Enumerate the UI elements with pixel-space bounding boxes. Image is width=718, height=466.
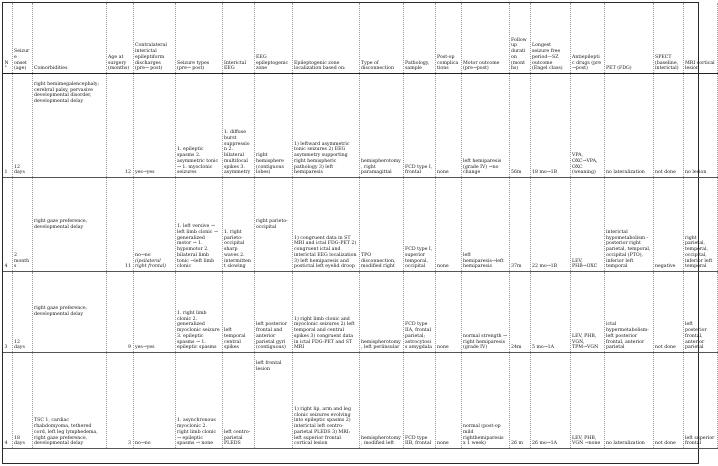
ez-localization-cell: 1) leftward asymmetric tonic seizures 2) EEG asymmetry supporting right hemispheric pathology 3) left hemiparesis <box>292 74 359 178</box>
header-cell: EEG epileptogenic zone <box>254 3 292 74</box>
patient-number-cell: 4 <box>3 353 12 449</box>
header-cell: Contralateral interictal epileptiform discharges (pre→ post) <box>133 3 175 74</box>
complications-cell: none <box>435 178 461 272</box>
pet-cell: interictal hypometabolism - posterior right parietal, temporal, occipital (PTO), inferior left temporal <box>604 178 653 272</box>
contralateral-discharges-cell <box>133 178 175 272</box>
table-row <box>3 353 717 449</box>
comorbidities-cell: right hemimegalencephaly; cerebral palsy, pervasive developmental disorder, developmental delay <box>32 74 106 178</box>
spect-cell: negative <box>653 178 683 272</box>
motor-outcome-cell: left hemiparesis (grade IV) →no change <box>461 74 509 178</box>
table-container <box>2 2 715 464</box>
table-row <box>3 272 717 353</box>
mri-cell: right parietal, temporal, occipital, inferior left temporal <box>683 178 717 272</box>
motor-outcome-cell: normal (post-op mild righthemiparesis x 1 week) <box>461 353 509 449</box>
header-cell: Post-op complications <box>435 3 461 74</box>
contralateral-discharges-cell <box>133 74 175 178</box>
mri-cell: no lesion <box>683 74 717 178</box>
header-cell: Type of disconnection <box>359 3 403 74</box>
patient-number-cell: 4 <box>3 178 12 272</box>
interictal-eeg-cell: left temporal central spikes <box>222 272 254 353</box>
pathology-cell: FCD type I, superior temporal, occipital <box>403 178 435 272</box>
ez-localization-cell: 1) congruent data in ST MRI and ictal FDG-PET 2) congruent ictal and interictal EEG localization 3) left hemiparesis and postictal left eyelid droop <box>292 178 359 272</box>
pet-cell: no lateralization <box>604 353 653 449</box>
header-cell: Pathology, sample <box>403 3 435 74</box>
contralateral-discharges-cell <box>133 353 175 449</box>
seizure-outcome-cell: 5 mo→1A <box>530 272 570 353</box>
patient-number-cell: 1 <box>3 74 12 178</box>
header-cell: Comorbidities <box>32 3 106 74</box>
seizure-onset-cell: 2 months <box>12 178 32 272</box>
age-at-surgery-cell: 3 <box>106 353 133 449</box>
mri-cell: left posterior frontal, anterior parietal <box>683 272 717 353</box>
table-row <box>3 178 717 272</box>
contralateral-value: no→no <box>135 441 151 447</box>
aed-cell: LEV, PHB, VGN →none <box>570 353 604 449</box>
clinical-data-table <box>3 3 718 449</box>
header-cell: Age at surgery (months) <box>106 3 133 74</box>
contralateral-value: no→no <box>135 252 151 258</box>
eeg-zone-cell: left frontal lesion <box>254 353 292 449</box>
seizure-outcome-cell: 26 mo→1A <box>530 353 570 449</box>
ez-localization-cell: 1) right lip, arm and leg clonic seizures evolving into epileptic spasms 2) interictal left centro-parietal PLEDS 3) MRI: left superior frontal cortical lesion <box>292 353 359 449</box>
seizure-outcome-cell: 18 mo→1B <box>530 74 570 178</box>
disconnection-cell: hemispherotomy, left periinsular <box>359 272 403 353</box>
comorbidities-cell: TSC 1, cardiac rhabdomyoma, tethered cord, left leg lymphedema, right gaze preference, developmental delay <box>32 353 106 449</box>
contralateral-note: (ipsilateral right frontal) <box>135 258 166 270</box>
age-at-surgery-cell: 9 <box>106 272 133 353</box>
follow-up-cell: 26 m <box>509 353 530 449</box>
header-cell: MRI cortical lesion <box>683 3 717 74</box>
spect-cell: not done <box>653 272 683 353</box>
age-at-surgery-cell: 12 <box>106 74 133 178</box>
pathology-cell: FCD type IIA, frontal parietal; astrocytosis amygdala <box>403 272 435 353</box>
complications-cell: none <box>435 74 461 178</box>
spect-cell: not done <box>653 353 683 449</box>
eeg-zone-cell: right parieto-occipital <box>254 178 292 272</box>
contralateral-discharges-cell <box>133 272 175 353</box>
disconnection-cell: hemispherotomy, modified left <box>359 353 403 449</box>
patient-number-cell: 3 <box>3 272 12 353</box>
seizure-onset-cell: 18 days <box>12 353 32 449</box>
ez-localization-cell: 1) right limb clonic and myoclonic seizures 2) left temporal and central spikes 3) congruent data in ictal FDG-PET and ST MRI <box>292 272 359 353</box>
disconnection-cell: TPO disconnection, modified right <box>359 178 403 272</box>
header-cell: Seizure onset (age) <box>12 3 32 74</box>
header-cell: Interictal EEG <box>222 3 254 74</box>
eeg-zone-cell: right hemisphere (contiguous lobes) <box>254 74 292 178</box>
eeg-zone-cell: left posterior frontal and anterior parietal gyri (contiguous) <box>254 272 292 353</box>
header-cell: Motor outcome (pre→post) <box>461 3 509 74</box>
aed-cell: LEV, PHB→OXC <box>570 178 604 272</box>
seizure-types-cell: 1. epileptic spasms 2. asymmetric tonic → 1. myoclonic seizures <box>175 74 222 178</box>
age-at-surgery-cell: 11 <box>106 178 133 272</box>
motor-outcome-cell: normal strength → right hemiparesis (grade IV) <box>461 272 509 353</box>
interictal-eeg-cell: 1. diffuse burst suppression 2. bilateral multifocal spikes 3. asymmetry <box>222 74 254 178</box>
header-cell: Longest seizure free period—SZ outcome (Engel class) <box>530 3 570 74</box>
seizure-onset-cell: 12 days <box>12 74 32 178</box>
header-cell: Seizure types (pre→ post) <box>175 3 222 74</box>
pet-cell: no lateralization <box>604 74 653 178</box>
contralateral-value: yes→yes <box>135 170 155 176</box>
interictal-eeg-cell: 1. right parieto-occipital sharp waves 2. intermittent slowing <box>222 178 254 272</box>
contralateral-value: yes→yes <box>135 345 155 351</box>
seizure-types-cell: 1. left versive → left limb clonic → generalized motor → 1. hypomotor 2. bilateral limb tonic →left limb clonic <box>175 178 222 272</box>
header-row <box>3 3 717 74</box>
seizure-outcome-cell: 22 mo→1B <box>530 178 570 272</box>
seizure-types-cell: 1. asynchronous myoclonic 2. right limb clonic → epileptic spasms → none <box>175 353 222 449</box>
header-cell: Antiepileptic drugs (pre →post) <box>570 3 604 74</box>
pet-cell: ictal hypermetabolism- left posterior frontal, anterior parietal <box>604 272 653 353</box>
complications-cell: none <box>435 272 461 353</box>
motor-outcome-cell: left hemiparesis→left hemiparesis <box>461 178 509 272</box>
follow-up-cell: 37m <box>509 178 530 272</box>
header-cell: SPECT (baseline, interictal) <box>653 3 683 74</box>
aed-cell: VPA, OXC→VPA, OXC (weaning) <box>570 74 604 178</box>
aed-cell: LEV, PHB, VGN, TPM→VGN <box>570 272 604 353</box>
comorbidities-cell: right gaze preference, developmental delay <box>32 178 106 272</box>
spect-cell: not done <box>653 74 683 178</box>
follow-up-cell: 24m <box>509 272 530 353</box>
pathology-cell: FCD type I, frontal <box>403 74 435 178</box>
seizure-onset-cell: 12 days <box>12 272 32 353</box>
complications-cell: none <box>435 353 461 449</box>
comorbidities-cell: right gaze preference, developmental delay <box>32 272 106 353</box>
header-cell: N° <box>3 3 12 74</box>
disconnection-cell: hemispherotomy, right paramagittal <box>359 74 403 178</box>
seizure-types-cell: 1. right limb clonic 2. generalized myoclonic seizure 3. epileptic spasms → 1. epileptic spasms <box>175 272 222 353</box>
table-row <box>3 74 717 178</box>
pathology-cell: FCD type IIB, frontal <box>403 353 435 449</box>
mri-cell: left superior frontal <box>683 353 717 449</box>
header-cell: Epileptogenic zone localization based on: <box>292 3 359 74</box>
header-cell: PET (FDG) <box>604 3 653 74</box>
interictal-eeg-cell: left centro-parietal PLEDS <box>222 353 254 449</box>
header-cell: Follow up duration (months) <box>509 3 530 74</box>
follow-up-cell: 56m <box>509 74 530 178</box>
